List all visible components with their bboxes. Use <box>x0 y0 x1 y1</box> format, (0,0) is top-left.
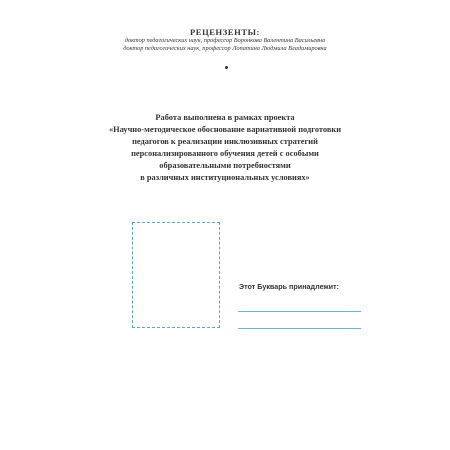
project-statement <box>0 112 450 185</box>
bullet-dot <box>225 66 228 69</box>
reviewers-block <box>0 27 450 54</box>
project-line-6: в различных институциональных условиях» <box>140 173 310 183</box>
project-line-1: Работа выполнена в рамках проекта <box>155 113 295 122</box>
project-line-4: персонализированного обучения детей с особыми <box>131 149 319 159</box>
photo-frame <box>132 222 220 328</box>
reviewer-line-2: доктор педагогических наук, профессор Лопатина Людмила Владимировна <box>123 45 327 53</box>
project-line-3: педагогов к реализации инклюзивных стратегий <box>132 137 318 147</box>
project-line-2: «Научно-методическое обоснование вариативной подготовки <box>108 125 342 135</box>
owner-name-line-1 <box>238 311 361 312</box>
reviewer-line-1: доктор педагогических наук, профессор Воронкова Валентина Васильевна <box>124 37 326 44</box>
reviewers-title: РЕЦЕНЗЕНТЫ: <box>190 27 260 37</box>
project-line-5: образовательными потребностями <box>159 161 291 171</box>
owner-label: Этот Букварь принадлежит: <box>239 282 339 291</box>
owner-name-line-2 <box>238 328 361 329</box>
